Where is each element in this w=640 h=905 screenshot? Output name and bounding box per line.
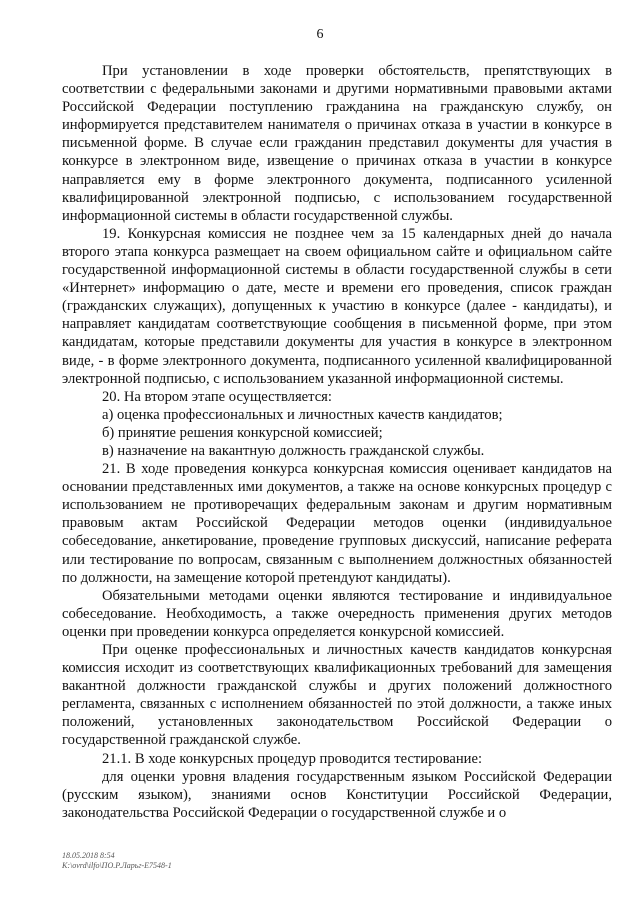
- paragraph-20: 20. На втором этапе осуществляется:: [102, 388, 332, 405]
- page-number: 6: [316, 27, 324, 42]
- paragraph-evaluation-criteria: При оценке профессиональных и личностных качеств кандидатов конкурсная комиссия исходит из соответствующих квалификационных требований для замещения вакантной должности гражданской службы и других положений должностного регламента, связанных с исполнением обязанностей по этой должности, а также иных положений, установленных законодательством Российской Федерации о государственной гражданской службе.: [62, 642, 612, 749]
- list-item-c: в) назначение на вакантную должность гражданской службы.: [102, 442, 485, 459]
- document-body: [62, 62, 612, 822]
- paragraph-21-1: 21.1. В ходе конкурсных процедур проводится тестирование:: [102, 750, 483, 767]
- paragraph-21: 21. В ходе проведения конкурса конкурсная комиссия оценивает кандидатов на основании представленных ими документов, а также на основе конкурсных процедур с использованием не противоречащих федеральным законам и другим нормативным правовым актам Российской Федерации методов оценки (индивидуальное собеседование, анкетирование, проведение групповых дискуссий, написание реферата или тестирование по вопросам, связанным с выполнением должностных обязанностей по должности, на замещение которой претендуют кандидаты).: [62, 461, 612, 586]
- paragraph-19: 19. Конкурсная комиссия не позднее чем за 15 календарных дней до начала второго этапа конкурса размещает на своем официальном сайте и официальном сайте государственной информационной системы в области государственной службы в сети «Интернет» информацию о дате, месте и времени его проведения, список граждан (гражданских служащих), допущенных к участию в конкурсе (далее - кандидаты), и направляет кандидатам соответствующие сообщения в письменной форме, при этом кандидатам, которые представили документы для участия в конкурсе в электронном виде, - в форме электронного документа, подписанного усиленной квалифицированной электронной подписью, с использованием указанной информационной системы.: [62, 225, 612, 387]
- paragraph-refusal-notice: При установлении в ходе проверки обстоятельств, препятствующих в соответствии с федеральными законами и другими нормативными правовыми актами Российской Федерации поступлению гражданина на гражданскую службу, он информируется представителем нанимателя о причинах отказа в участии в конкурсе в письменной форме. В случае если гражданин представил документы для участия в конкурсе в электронном виде, извещение о причинах отказа в участии в конкурсе направляется ему в форме электронного документа, подписанного усиленной квалифицированной электронной подписью, с использованием государственной информационной системы в области государственной службы.: [62, 63, 612, 224]
- footer-timestamp: 18.05.2018 8:54: [62, 851, 115, 860]
- paragraph-mandatory-methods: Обязательными методами оценки являются тестирование и индивидуальное собеседование. Необходимость, а также очередность применения других методов оценки при проведении конкурса определяется конкурсной комиссией.: [62, 587, 612, 640]
- list-item-b: б) принятие решения конкурсной комиссией;: [102, 424, 383, 441]
- paragraph-testing-purpose: для оценки уровня владения государственным языком Российской Федерации (русским языком), знаниями основ Конституции Российской Федерации, законодательства Российской Федерации о государственной службе и о: [62, 768, 612, 821]
- footer-stamp: [62, 851, 172, 871]
- list-item-a: а) оценка профессиональных и личностных качеств кандидатов;: [102, 406, 503, 423]
- footer-file-path: К:\ovrd\ilfo\ПО.Р.Ларьг-Е7548-1: [62, 861, 172, 870]
